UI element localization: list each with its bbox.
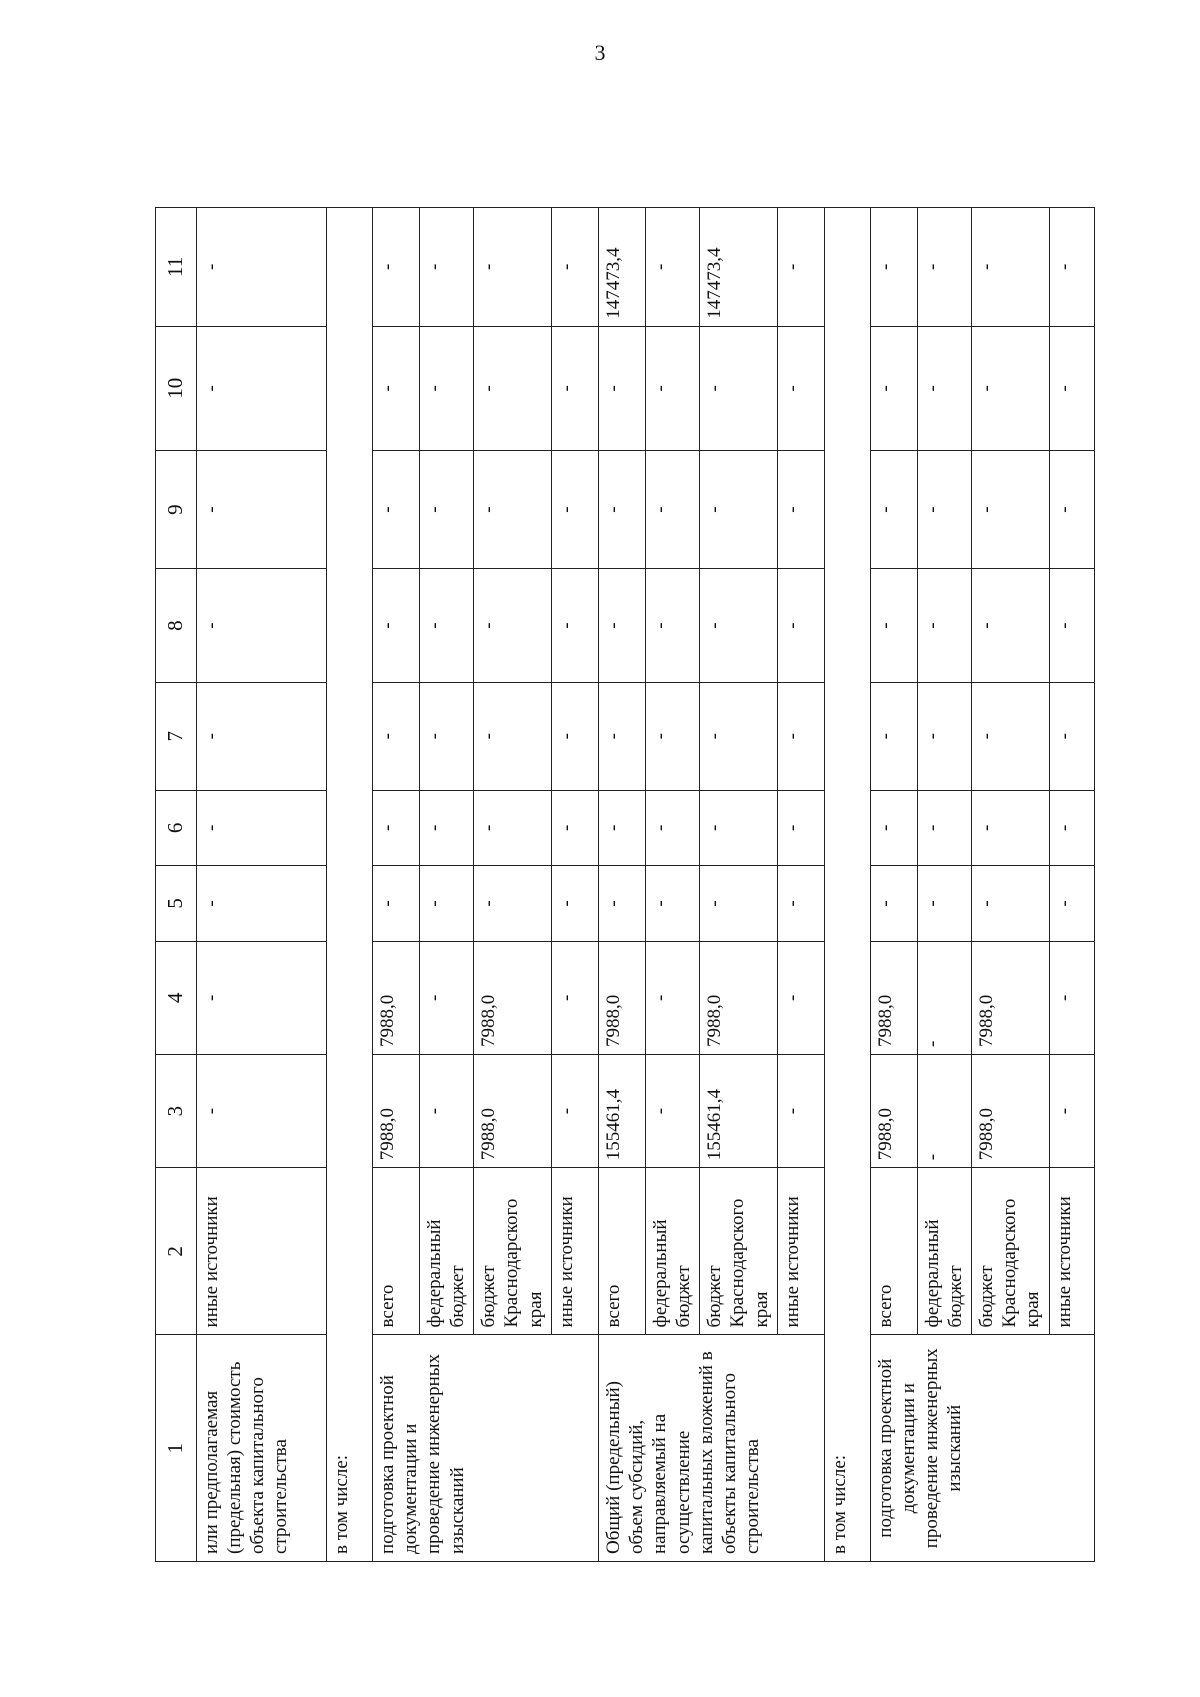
value-cell: - bbox=[917, 790, 971, 866]
value-cell: - bbox=[645, 208, 699, 327]
value-cell: - bbox=[700, 569, 778, 682]
value-cell: - bbox=[972, 208, 1050, 327]
value-cell: 155461,4 bbox=[599, 1054, 646, 1167]
source-cell: всего bbox=[599, 1168, 646, 1335]
value-cell: 7988,0 bbox=[373, 1054, 420, 1167]
header-cell: 1 bbox=[156, 1335, 197, 1562]
value-cell: - bbox=[1050, 450, 1095, 569]
value-cell: - bbox=[474, 682, 552, 790]
value-cell: - bbox=[778, 866, 825, 942]
value-cell: - bbox=[917, 326, 971, 450]
value-cell: - bbox=[552, 208, 599, 327]
value-cell: - bbox=[1050, 1054, 1095, 1167]
source-cell: федеральный бюджет bbox=[917, 1168, 971, 1335]
value-cell: - bbox=[778, 1054, 825, 1167]
value-cell: - bbox=[419, 326, 473, 450]
value-cell: - bbox=[645, 569, 699, 682]
header-cell: 11 bbox=[156, 208, 197, 327]
section-note: в том числе: bbox=[825, 208, 871, 1562]
value-cell: - bbox=[474, 208, 552, 327]
source-cell: иные источники bbox=[1050, 1168, 1095, 1335]
source-cell: иные источники bbox=[552, 1168, 599, 1335]
value-cell: - bbox=[778, 682, 825, 790]
value-cell: - bbox=[1050, 790, 1095, 866]
table-row bbox=[870, 208, 917, 1562]
header-cell: 3 bbox=[156, 1054, 197, 1167]
value-cell: - bbox=[373, 326, 420, 450]
source-cell: бюджет Краснодарского края bbox=[474, 1168, 552, 1335]
value-cell: - bbox=[196, 790, 326, 866]
value-cell: - bbox=[870, 790, 917, 866]
value-cell: - bbox=[700, 790, 778, 866]
value-cell: - bbox=[645, 682, 699, 790]
value-cell: - bbox=[870, 682, 917, 790]
header-cell: 4 bbox=[156, 941, 197, 1054]
header-cell: 7 bbox=[156, 682, 197, 790]
value-cell: - bbox=[196, 1054, 326, 1167]
financing-table bbox=[155, 207, 1095, 1562]
source-cell: иные источники bbox=[196, 1168, 326, 1335]
value-cell: - bbox=[419, 682, 473, 790]
value-cell: - bbox=[972, 569, 1050, 682]
page-number: 3 bbox=[594, 40, 606, 65]
value-cell: - bbox=[645, 866, 699, 942]
value-cell: - bbox=[474, 326, 552, 450]
value-cell: - bbox=[474, 866, 552, 942]
value-cell: - bbox=[972, 326, 1050, 450]
value-cell: - bbox=[552, 1054, 599, 1167]
source-cell: иные источники bbox=[778, 1168, 825, 1335]
value-cell: - bbox=[599, 682, 646, 790]
value-cell: - bbox=[419, 450, 473, 569]
value-cell: - bbox=[552, 790, 599, 866]
value-cell: 7988,0 bbox=[972, 941, 1050, 1054]
value-cell: 147473,4 bbox=[599, 208, 646, 327]
value-cell: - bbox=[870, 569, 917, 682]
value-cell: - bbox=[870, 326, 917, 450]
value-cell: - bbox=[1050, 208, 1095, 327]
value-cell: - bbox=[196, 941, 326, 1054]
value-cell: - bbox=[599, 866, 646, 942]
value-cell: 7988,0 bbox=[870, 941, 917, 1054]
value-cell: - bbox=[419, 1054, 473, 1167]
value-cell: - bbox=[645, 450, 699, 569]
value-cell: - bbox=[196, 866, 326, 942]
header-cell: 5 bbox=[156, 866, 197, 942]
value-cell: - bbox=[552, 569, 599, 682]
value-cell: - bbox=[419, 569, 473, 682]
value-cell: - bbox=[778, 326, 825, 450]
header-cell: 10 bbox=[156, 326, 197, 450]
header-cell: 6 bbox=[156, 790, 197, 866]
value-cell: 7988,0 bbox=[474, 1054, 552, 1167]
value-cell: - bbox=[1050, 941, 1095, 1054]
row-label: подготовка проектной документации и проведение инженерных изысканий bbox=[870, 1335, 1094, 1562]
header-cell: 2 bbox=[156, 1168, 197, 1335]
value-cell: - bbox=[552, 326, 599, 450]
value-cell: - bbox=[778, 941, 825, 1054]
section-note: в том числе: bbox=[327, 208, 373, 1562]
row-label: или предполагаемая (предельная) стоимость объекта капитального строительства bbox=[196, 1335, 326, 1562]
value-cell: - bbox=[1050, 682, 1095, 790]
value-cell: - bbox=[196, 326, 326, 450]
value-cell: - bbox=[917, 866, 971, 942]
value-cell: - bbox=[917, 941, 971, 1054]
value-cell: - bbox=[474, 790, 552, 866]
value-cell: - bbox=[419, 790, 473, 866]
value-cell: - bbox=[196, 682, 326, 790]
value-cell: - bbox=[917, 450, 971, 569]
row-label: Общий (предельный) объем субсидий, направляемый на осуществление капитальных вложений в объекты капитального строительства bbox=[599, 1335, 825, 1562]
row-label: подготовка проектной документации и проведение инженерных изысканий bbox=[373, 1335, 599, 1562]
value-cell: - bbox=[778, 208, 825, 327]
value-cell: - bbox=[645, 1054, 699, 1167]
value-cell: - bbox=[870, 208, 917, 327]
value-cell: - bbox=[972, 682, 1050, 790]
source-cell: федеральный бюджет bbox=[419, 1168, 473, 1335]
value-cell: - bbox=[700, 326, 778, 450]
value-cell: - bbox=[700, 450, 778, 569]
value-cell: - bbox=[870, 450, 917, 569]
value-cell: - bbox=[700, 682, 778, 790]
value-cell: - bbox=[599, 450, 646, 569]
value-cell: - bbox=[778, 450, 825, 569]
value-cell: - bbox=[373, 569, 420, 682]
value-cell: - bbox=[1050, 866, 1095, 942]
value-cell: - bbox=[373, 208, 420, 327]
source-cell: федеральный бюджет bbox=[645, 1168, 699, 1335]
value-cell: - bbox=[917, 682, 971, 790]
value-cell: - bbox=[196, 569, 326, 682]
source-cell: бюджет Краснодарского края bbox=[972, 1168, 1050, 1335]
value-cell: - bbox=[917, 569, 971, 682]
section-note-row bbox=[327, 208, 373, 1562]
value-cell: - bbox=[474, 569, 552, 682]
value-cell: - bbox=[373, 790, 420, 866]
value-cell: - bbox=[870, 866, 917, 942]
header-row bbox=[156, 208, 197, 1562]
value-cell: - bbox=[599, 790, 646, 866]
source-cell: всего bbox=[373, 1168, 420, 1335]
table-row bbox=[196, 208, 326, 1562]
value-cell: - bbox=[373, 682, 420, 790]
value-cell: - bbox=[373, 866, 420, 942]
value-cell: - bbox=[1050, 326, 1095, 450]
value-cell: - bbox=[599, 569, 646, 682]
source-cell: бюджет Краснодарского края bbox=[700, 1168, 778, 1335]
value-cell: 7988,0 bbox=[972, 1054, 1050, 1167]
value-cell: - bbox=[1050, 569, 1095, 682]
value-cell: - bbox=[917, 208, 971, 327]
value-cell: 7988,0 bbox=[474, 941, 552, 1054]
value-cell: - bbox=[419, 941, 473, 1054]
value-cell: - bbox=[972, 790, 1050, 866]
value-cell: - bbox=[972, 450, 1050, 569]
value-cell: - bbox=[419, 866, 473, 942]
value-cell: - bbox=[419, 208, 473, 327]
value-cell: - bbox=[645, 790, 699, 866]
table-row bbox=[373, 208, 420, 1562]
section-note-row bbox=[825, 208, 871, 1562]
value-cell: 7988,0 bbox=[700, 941, 778, 1054]
value-cell: - bbox=[552, 682, 599, 790]
value-cell: - bbox=[778, 569, 825, 682]
value-cell: 147473,4 bbox=[700, 208, 778, 327]
value-cell: - bbox=[373, 450, 420, 569]
value-cell: 7988,0 bbox=[599, 941, 646, 1054]
value-cell: - bbox=[552, 450, 599, 569]
value-cell: 155461,4 bbox=[700, 1054, 778, 1167]
value-cell: - bbox=[599, 326, 646, 450]
value-cell: - bbox=[645, 941, 699, 1054]
value-cell: - bbox=[645, 326, 699, 450]
value-cell: - bbox=[552, 866, 599, 942]
value-cell: - bbox=[552, 941, 599, 1054]
header-cell: 9 bbox=[156, 450, 197, 569]
value-cell: - bbox=[778, 790, 825, 866]
value-cell: - bbox=[972, 866, 1050, 942]
rotated-table-container bbox=[155, 207, 1095, 1562]
value-cell: - bbox=[917, 1054, 971, 1167]
value-cell: - bbox=[196, 208, 326, 327]
value-cell: - bbox=[700, 866, 778, 942]
table-row bbox=[599, 208, 646, 1562]
value-cell: 7988,0 bbox=[870, 1054, 917, 1167]
header-cell: 8 bbox=[156, 569, 197, 682]
value-cell: - bbox=[196, 450, 326, 569]
source-cell: всего bbox=[870, 1168, 917, 1335]
value-cell: 7988,0 bbox=[373, 941, 420, 1054]
value-cell: - bbox=[474, 450, 552, 569]
